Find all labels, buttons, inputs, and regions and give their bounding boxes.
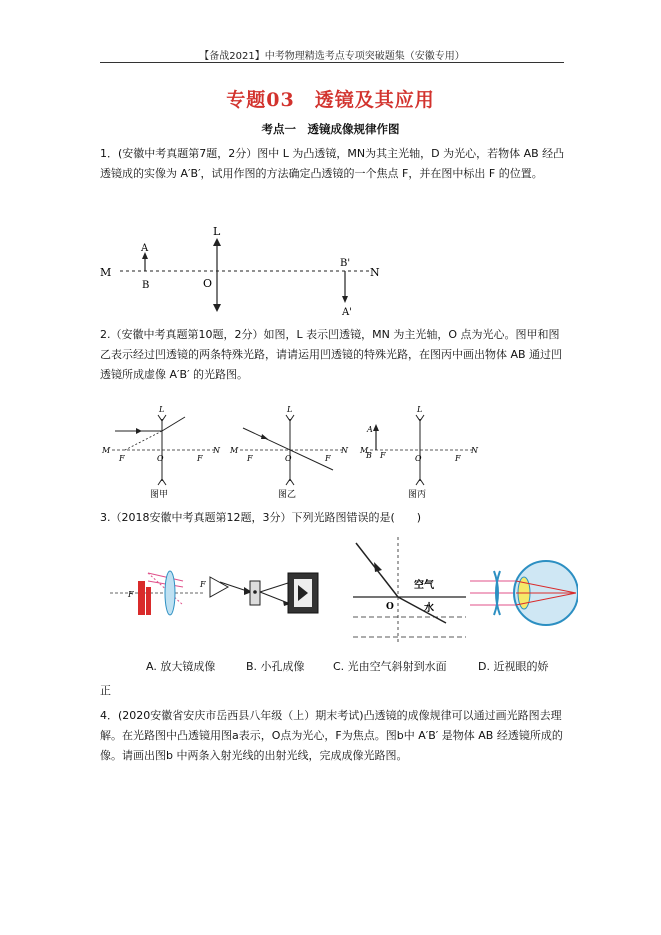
- option-a[interactable]: A. 放大镜成像: [146, 660, 216, 673]
- label-a: A: [141, 243, 149, 254]
- question-1-diagram: [95, 222, 395, 317]
- label-b-prime: B': [340, 258, 351, 269]
- svg-text:F: F: [325, 454, 331, 463]
- label-o: O: [203, 277, 213, 290]
- question-3-text: 3.（2018安徽中考真题第12题，3分）下列光路图错误的是( ): [100, 511, 422, 524]
- figure-yi: [229, 405, 349, 500]
- option-c[interactable]: C. 光由空气斜射到水面: [333, 660, 447, 673]
- svg-text:L: L: [287, 405, 293, 414]
- svg-text:O: O: [285, 454, 292, 463]
- svg-text:F: F: [380, 451, 386, 460]
- question-2-text: 2.（安徽中考真题第10题，2分）如图，L 表示凹透镜，MN 为主光轴，O 点为光心。图甲和图乙表示经过凹透镜的两条特殊光路，请请运用凹透镜的特殊光路，在图丙中画出物体 AB 通过凹透镜所成虚像 A′B′ 的光路图。: [100, 328, 563, 381]
- candle: [146, 587, 151, 615]
- caption-bing: 图丙: [408, 490, 427, 500]
- svg-text:F: F: [247, 454, 253, 463]
- lens-arrow-top: [213, 238, 221, 246]
- svg-text:O: O: [386, 602, 394, 612]
- diagram-eye: [470, 561, 578, 625]
- svg-text:水: 水: [424, 603, 434, 614]
- svg-text:F: F: [200, 580, 206, 589]
- svg-text:O: O: [415, 454, 422, 463]
- option-b[interactable]: B. 小孔成像: [246, 660, 305, 673]
- label-m: M: [100, 266, 112, 279]
- question-1-text: 1．(安徽中考真题第7题，2分）图中 L 为凸透镜，MN为其主光轴，D 为光心，若物体 AB 经凸透镜成的实像为 A′B′，试用作图的方法确定凸透镜的一个焦点 F，并在图中标出 F 的位置。: [100, 147, 565, 180]
- svg-text:F: F: [128, 590, 134, 599]
- question-2-diagrams: [100, 405, 490, 500]
- svg-text:M: M: [230, 446, 239, 455]
- diagram-magnifier: [110, 571, 206, 615]
- diagram-pinhole: [210, 573, 318, 613]
- diagram-refraction: [353, 537, 466, 643]
- svg-text:A: A: [367, 425, 373, 434]
- question-3-diagrams: [108, 535, 578, 655]
- figure-jia: [101, 405, 221, 500]
- magnifier-lens: [165, 571, 175, 615]
- option-d[interactable]: D. 近视眼的娇: [478, 660, 549, 673]
- page-title: 专题03 透镜及其应用: [226, 89, 435, 111]
- svg-text:B: B: [366, 451, 372, 460]
- svg-text:F: F: [197, 454, 203, 463]
- svg-text:N: N: [341, 446, 348, 455]
- option-d-wrap: 正: [100, 684, 111, 697]
- svg-text:M: M: [102, 446, 111, 455]
- svg-text:F: F: [119, 454, 125, 463]
- header-divider: [100, 62, 564, 63]
- section-heading: 考点一 透镜成像规律作图: [261, 122, 400, 136]
- svg-text:F: F: [455, 454, 461, 463]
- figure-bing: [359, 405, 479, 500]
- page-header: 【备战2021】中考物理精选考点专项突破题集（安徽专用）: [199, 51, 465, 62]
- svg-text:空气: 空气: [414, 580, 434, 591]
- svg-text:O: O: [157, 454, 164, 463]
- svg-text:L: L: [417, 405, 423, 414]
- lens-arrow-bottom: [213, 304, 221, 312]
- svg-text:M: M: [360, 446, 369, 455]
- caption-yi: 图乙: [278, 490, 297, 500]
- label-a-prime: A': [342, 307, 352, 317]
- label-l: L: [213, 225, 221, 238]
- label-n: N: [370, 266, 380, 279]
- question-4-text: 4．(2020安徽省安庆市岳西县八年级（上）期末考试)凸透镜的成像规律可以通过画光路图去理解。在光路图中凸透镜用图a表示，O点为光心，F为焦点。图b中 A′B′ 是物体 AB 经透镜所成的像。请画出图b 中两条入射光线的出射光线，完成成像光路图。: [100, 709, 563, 762]
- image-arrowhead: [342, 296, 348, 303]
- caption-jia: 图甲: [150, 490, 169, 500]
- label-b: B: [142, 280, 150, 291]
- svg-text:N: N: [471, 446, 478, 455]
- candle-image: [138, 581, 145, 615]
- svg-text:L: L: [159, 405, 165, 414]
- svg-text:N: N: [213, 446, 220, 455]
